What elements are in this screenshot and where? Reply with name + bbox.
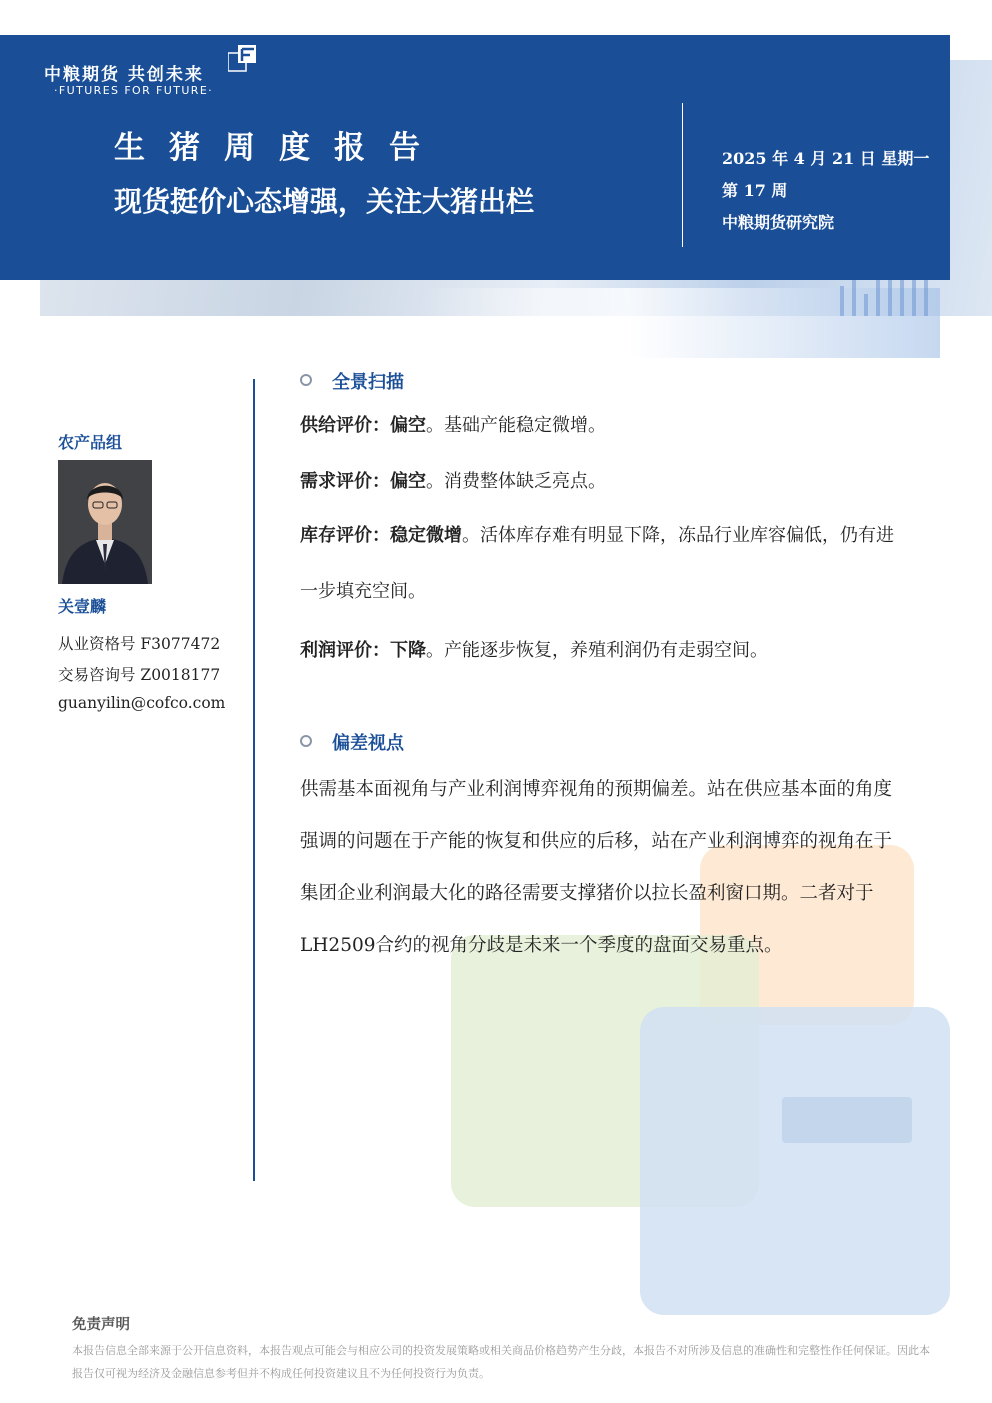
author-email[interactable]: guanyilin@cofco.com xyxy=(58,694,226,712)
logo-slogan: ·FUTURES FOR FUTURE· xyxy=(54,84,214,97)
logo-icon xyxy=(228,43,258,73)
author-group: 农产品组 xyxy=(58,433,123,452)
logo-text: 中粮期货 共创未来 xyxy=(44,65,204,85)
section-heading-deviation: 偏差视点 xyxy=(300,729,404,755)
deviation-body: 供需基本面视角与产业利润博弈视角的预期偏差。站在供应基本面的角度强调的问题在于产能的恢复和供应的后移，站在产业利润博弈的视角在于集团企业利润最大化的路径需要支撑猪价以拉长盈利窗口期。二者对于LH2509合约的视角分歧是未来一个季度的盘面交易重点。 xyxy=(300,779,893,956)
decor-blue-inner xyxy=(782,1097,912,1143)
report-date: 2025 年 4 月 21 日 星期一 xyxy=(722,149,930,168)
section-heading-overview: 全景扫描 xyxy=(300,368,404,394)
bullet-icon xyxy=(300,374,312,386)
rating-inventory: 库存评价：稳定微增。活体库存难有明显下降，冻品行业库容偏低，仍有进一步填充空间。 xyxy=(300,525,894,602)
rating-supply: 供给评价：偏空。基础产能稳定微增。 xyxy=(300,415,606,436)
decor-blue-square xyxy=(640,1007,950,1315)
author-consult-number: 交易咨询号 Z0018177 xyxy=(58,666,221,684)
author-photo xyxy=(58,460,152,584)
sidebar-divider xyxy=(253,379,255,1181)
header-divider xyxy=(682,103,683,247)
rating-demand: 需求评价：偏空。消费整体缺乏亮点。 xyxy=(300,471,606,492)
bullet-icon xyxy=(300,735,312,747)
report-institute: 中粮期货研究院 xyxy=(722,213,835,232)
report-week: 第 17 周 xyxy=(722,181,788,200)
disclaimer-text: 本报告信息全部来源于公开信息资料，本报告观点可能会与相应公司的投资发展策略或相关商品价格趋势产生分歧，本报告不对所涉及信息的准确性和完整性作任何保证。因此本报告仅可视为经济及金融信息参考但并不构成任何投资建议且不为任何投资行为负责。 xyxy=(72,1344,930,1380)
report-title: 生猪周度报告 xyxy=(114,130,444,166)
author-name: 关壹麟 xyxy=(58,597,107,616)
rating-profit: 利润评价：下降。产能逐步恢复，养殖利润仍有走弱空间。 xyxy=(300,640,768,661)
disclaimer-title: 免责声明 xyxy=(72,1316,130,1333)
author-qualification: 从业资格号 F3077472 xyxy=(58,635,221,653)
report-subtitle: 现货挺价心态增强，关注大猪出栏 xyxy=(114,185,535,218)
